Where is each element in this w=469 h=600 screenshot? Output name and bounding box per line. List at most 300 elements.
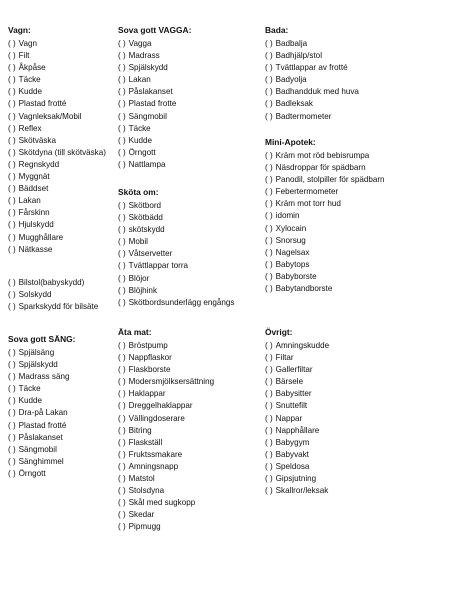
item-label: Bitring: [128, 425, 152, 435]
item-label: Blöjhink: [128, 285, 157, 295]
checkbox-marker: ( ): [8, 244, 16, 254]
item-list: [118, 340, 214, 534]
item-label: Vagga: [128, 39, 152, 48]
section-mini-apotek: [265, 137, 385, 295]
checkbox-marker: ( ): [8, 348, 16, 357]
checkbox-marker: ( ): [118, 341, 126, 350]
checklist-item: [265, 425, 329, 437]
section-ata-mat: [118, 327, 214, 534]
checklist-item: [8, 456, 75, 468]
item-label: Febertermometer: [275, 187, 339, 197]
checklist-item: [8, 407, 75, 419]
section-title: Sova gott SÄNG:: [8, 334, 76, 344]
checklist-item: [8, 219, 106, 231]
checkbox-marker: ( ): [265, 247, 273, 257]
item-label: Vällingdoserare: [128, 413, 185, 423]
checklist-item: [265, 376, 329, 388]
item-label: Täcke: [18, 75, 41, 85]
checkbox-marker: ( ): [8, 232, 16, 242]
checkbox-marker: ( ): [265, 341, 273, 350]
checkbox-marker: ( ): [8, 135, 16, 145]
item-label: Filtar: [275, 353, 294, 363]
item-label: Örngott: [128, 147, 156, 157]
checkbox-marker: ( ): [118, 63, 126, 73]
checkbox-marker: ( ): [118, 474, 126, 484]
item-label: idomin: [275, 211, 300, 221]
checklist-item: [118, 473, 214, 485]
item-label: Nattlampa: [128, 159, 166, 169]
item-label: Xylocain: [275, 223, 307, 233]
checklist-item: [8, 98, 106, 110]
item-label: Speldosa: [275, 461, 310, 471]
checkbox-marker: ( ): [118, 51, 126, 61]
item-label: Tvättlappar torra: [128, 261, 189, 271]
section-sova-vagga: [118, 25, 191, 171]
checklist-item: [8, 38, 106, 50]
checkbox-marker: ( ): [118, 123, 126, 133]
checklist-item: [8, 207, 106, 219]
checklist-item: [265, 174, 385, 186]
checklist-item: [8, 171, 106, 183]
item-label: Pipmugg: [128, 522, 161, 532]
section-title: Sköta om:: [118, 187, 159, 197]
checklist-item: [118, 400, 214, 412]
item-label: Sängmobil: [128, 111, 167, 121]
checklist-item: [118, 340, 214, 352]
item-label: Stolsdyna: [128, 486, 165, 496]
checkbox-marker: ( ): [8, 290, 16, 300]
checkbox-marker: ( ): [8, 184, 16, 194]
checklist-item: [118, 62, 191, 74]
checklist-item: [118, 86, 191, 98]
item-label: Badyolja: [275, 75, 307, 85]
checklist-item: [118, 297, 234, 309]
checklist-item: [118, 273, 234, 285]
checkbox-marker: ( ): [8, 208, 16, 218]
checklist-item: [8, 289, 98, 301]
checkbox-marker: ( ): [118, 213, 126, 223]
item-label: Nätkasse: [18, 244, 53, 254]
item-label: Sänghimmel: [18, 456, 64, 466]
checkbox-marker: ( ): [118, 413, 126, 423]
checklist-item: [8, 147, 106, 159]
item-list: [265, 340, 329, 497]
item-label: Skötväska: [18, 135, 56, 145]
checklist-item: [118, 437, 214, 449]
checkbox-marker: ( ): [118, 486, 126, 496]
checklist-item: [8, 74, 106, 86]
checkbox-marker: ( ): [265, 389, 273, 399]
section-ovrigt: [265, 327, 329, 497]
item-label: Täcke: [18, 384, 41, 394]
checklist-item: [118, 212, 234, 224]
checklist-item: [265, 247, 385, 259]
item-list: [118, 200, 234, 309]
checklist-item: [265, 437, 329, 449]
checkbox-marker: ( ): [118, 522, 126, 532]
checklist-item: [8, 111, 106, 123]
checkbox-marker: ( ): [8, 123, 16, 133]
checklist-item: [118, 260, 234, 272]
item-label: Sängmobil: [18, 444, 57, 454]
checkbox-marker: ( ): [8, 196, 16, 206]
checkbox-marker: ( ): [8, 51, 16, 61]
checklist-item: [265, 364, 329, 376]
checkbox-marker: ( ): [265, 99, 273, 109]
checkbox-marker: ( ): [118, 401, 126, 411]
item-label: skötskydd: [128, 225, 165, 235]
checklist-item: [8, 383, 75, 395]
item-label: Plastad frotté: [18, 420, 67, 430]
checkbox-marker: ( ): [8, 111, 16, 121]
checklist-item: [8, 444, 75, 456]
item-label: Babysitter: [275, 389, 312, 399]
item-label: Modersmjölksersättning: [128, 377, 215, 387]
checkbox-marker: ( ): [8, 220, 16, 230]
checkbox-marker: ( ): [118, 159, 126, 169]
item-label: Mobil: [128, 237, 148, 247]
checklist-item: [8, 301, 98, 313]
item-label: Badhjälp/stol: [275, 51, 322, 61]
item-label: Babytops: [275, 259, 310, 269]
item-label: Skallror/leksak: [275, 486, 329, 496]
checkbox-marker: ( ): [8, 87, 16, 97]
checkbox-marker: ( ): [118, 99, 126, 109]
item-label: Madrass säng: [18, 372, 70, 382]
item-label: Näsdroppar för spädbarn: [275, 163, 366, 173]
item-label: Badbalja: [275, 39, 308, 48]
checklist-item: [118, 200, 234, 212]
checklist-item: [8, 371, 75, 383]
item-label: Bäddset: [18, 184, 49, 194]
item-label: Badtermometer: [275, 111, 332, 121]
item-label: Åkpåse: [18, 63, 46, 73]
item-list: [8, 277, 98, 313]
item-label: Snorsug: [275, 235, 306, 245]
checkbox-marker: ( ): [265, 425, 273, 435]
item-label: Kudde: [128, 135, 153, 145]
checklist-item: [265, 62, 359, 74]
item-label: Lakan: [18, 196, 41, 206]
checklist-item: [118, 352, 214, 364]
checkbox-marker: ( ): [118, 249, 126, 259]
checklist-item: [8, 244, 106, 256]
checkbox-marker: ( ): [265, 259, 273, 269]
checkbox-marker: ( ): [265, 377, 273, 387]
checklist-item: [118, 236, 234, 248]
item-label: Nagelsax: [275, 247, 310, 257]
item-label: Skedar: [128, 510, 155, 520]
checkbox-marker: ( ): [118, 498, 126, 508]
checklist-item: [265, 210, 385, 222]
checkbox-marker: ( ): [118, 87, 126, 97]
checklist-item: [8, 468, 75, 480]
checklist-item: [8, 420, 75, 432]
item-label: Badhandduk med huva: [275, 87, 359, 97]
item-label: Tvättlappar av frotté: [275, 63, 348, 73]
checklist-item: [8, 432, 75, 444]
item-label: Babygym: [275, 437, 310, 447]
item-label: Kräm mot torr hud: [275, 199, 341, 209]
checkbox-marker: ( ): [8, 159, 16, 169]
checklist-item: [118, 364, 214, 376]
checklist-item: [265, 283, 385, 295]
checkbox-marker: ( ): [118, 510, 126, 520]
checkbox-marker: ( ): [265, 175, 273, 185]
item-label: Filt: [18, 51, 30, 61]
checkbox-marker: ( ): [118, 437, 126, 447]
section-skota: [118, 187, 234, 309]
item-label: Dreggelhaklappar: [128, 401, 193, 411]
checklist-item: [265, 98, 359, 110]
item-label: Kudde: [18, 396, 43, 406]
checkbox-marker: ( ): [265, 437, 273, 447]
checklist-item: [8, 183, 106, 195]
checkbox-marker: ( ): [8, 99, 16, 109]
checkbox-marker: ( ): [8, 39, 16, 48]
checkbox-marker: ( ): [118, 111, 126, 121]
checklist-item: [8, 135, 106, 147]
checkbox-marker: ( ): [118, 75, 126, 85]
checkbox-marker: ( ): [8, 444, 16, 454]
checklist-item: [265, 198, 385, 210]
checkbox-marker: ( ): [8, 432, 16, 442]
item-label: Kräm mot röd bebisrumpa: [275, 151, 370, 160]
checkbox-marker: ( ): [265, 63, 273, 73]
checklist-item: [265, 150, 385, 162]
item-label: Babytandborste: [275, 284, 333, 294]
item-label: Nappar: [275, 413, 303, 423]
checklist-item: [118, 485, 214, 497]
checkbox-marker: ( ): [8, 147, 16, 157]
checklist-item: [8, 347, 75, 359]
checklist-item: [265, 400, 329, 412]
checklist-item: [265, 50, 359, 62]
checkbox-marker: ( ): [8, 396, 16, 406]
item-label: Plastad frotté: [18, 99, 67, 109]
checklist-item: [265, 473, 329, 485]
section-vagn-extra: [8, 277, 98, 313]
checkbox-marker: ( ): [118, 135, 126, 145]
checkbox-marker: ( ): [8, 172, 16, 182]
checkbox-marker: ( ): [8, 420, 16, 430]
checkbox-marker: ( ): [265, 486, 273, 496]
item-label: Amningsnapp: [128, 461, 179, 471]
checkbox-marker: ( ): [265, 353, 273, 363]
checklist-item: [8, 395, 75, 407]
checklist-item: [118, 159, 191, 171]
item-label: Påslakanset: [18, 432, 63, 442]
checklist-item: [265, 449, 329, 461]
checklist-item: [265, 259, 385, 271]
checklist-item: [265, 485, 329, 497]
checkbox-marker: ( ): [118, 225, 126, 235]
item-label: Bröstpump: [128, 341, 168, 350]
item-label: Mugghållare: [18, 232, 64, 242]
item-label: Bilstol(babyskydd): [18, 278, 85, 287]
checkbox-marker: ( ): [118, 39, 126, 48]
checkbox-marker: ( ): [118, 389, 126, 399]
checkbox-marker: ( ): [118, 285, 126, 295]
section-title: Sova gott VAGGA:: [118, 25, 192, 35]
item-label: Flaskborste: [128, 365, 171, 375]
checklist-item: [118, 50, 191, 62]
checkbox-marker: ( ): [8, 360, 16, 370]
checkbox-marker: ( ): [118, 273, 126, 283]
checklist-item: [265, 388, 329, 400]
checkbox-marker: ( ): [118, 297, 126, 307]
item-label: Napphållare: [275, 425, 320, 435]
checklist-item: [8, 62, 106, 74]
checkbox-marker: ( ): [118, 353, 126, 363]
checkbox-marker: ( ): [118, 449, 126, 459]
item-label: Örngott: [18, 468, 46, 478]
checklist-item: [265, 86, 359, 98]
checklist-item: [118, 248, 234, 260]
checklist-item: [118, 413, 214, 425]
section-bada: [265, 25, 359, 123]
checklist-item: [118, 376, 214, 388]
checklist-item: [8, 50, 106, 62]
checkbox-marker: ( ): [265, 365, 273, 375]
checklist-item: [8, 195, 106, 207]
checklist-item: [265, 461, 329, 473]
item-label: Babyvakt: [275, 449, 309, 459]
checkbox-marker: ( ): [265, 461, 273, 471]
checklist-item: [118, 461, 214, 473]
checkbox-marker: ( ): [265, 449, 273, 459]
checkbox-marker: ( ): [265, 199, 273, 209]
checklist-item: [8, 359, 75, 371]
section-title: Vagn:: [8, 25, 31, 35]
item-label: Skötdyna (till skötväska): [18, 147, 106, 157]
checkbox-marker: ( ): [265, 284, 273, 294]
item-label: Dra-på Lakan: [18, 408, 68, 418]
item-label: Spjälskydd: [128, 63, 168, 73]
item-label: Solskydd: [18, 290, 52, 300]
checklist-item: [265, 111, 359, 123]
item-label: Amningskudde: [275, 341, 330, 350]
item-label: Fårskinn: [18, 208, 50, 218]
checkbox-marker: ( ): [265, 187, 273, 197]
item-label: Lakan: [128, 75, 151, 85]
item-label: Sparkskydd för bilsäte: [18, 302, 99, 312]
section-title: Äta mat:: [118, 327, 152, 337]
checklist-item: [118, 38, 191, 50]
checklist-item: [265, 186, 385, 198]
item-label: Panodil, stolpiller för spädbarn: [275, 175, 385, 185]
checkbox-marker: ( ): [265, 75, 273, 85]
checklist-item: [8, 86, 106, 98]
checkbox-marker: ( ): [118, 425, 126, 435]
checkbox-marker: ( ): [265, 111, 273, 121]
checklist-item: [265, 38, 359, 50]
item-label: Skötbord: [128, 201, 162, 210]
checklist-item: [265, 74, 359, 86]
checkbox-marker: ( ): [8, 75, 16, 85]
checklist-item: [8, 277, 98, 289]
section-vagn: [8, 25, 106, 256]
section-title: Mini-Apotek:: [265, 137, 316, 147]
checkbox-marker: ( ): [118, 365, 126, 375]
checkbox-marker: ( ): [265, 39, 273, 48]
item-label: Badleksak: [275, 99, 313, 109]
item-label: Babyborste: [275, 271, 317, 281]
item-label: Våtservetter: [128, 249, 173, 259]
checklist-item: [265, 340, 329, 352]
checkbox-marker: ( ): [8, 468, 16, 478]
item-label: Gallerfiltar: [275, 365, 313, 375]
checkbox-marker: ( ): [118, 201, 126, 210]
item-label: Kudde: [18, 87, 43, 97]
checkbox-marker: ( ): [265, 401, 273, 411]
item-label: Madrass: [128, 51, 160, 61]
checklist-item: [265, 413, 329, 425]
item-label: Myggnät: [18, 172, 50, 182]
item-label: Flaskställ: [128, 437, 163, 447]
checklist-item: [118, 285, 234, 297]
item-label: Matstol: [128, 474, 155, 484]
item-label: Spjälskydd: [18, 360, 58, 370]
item-label: Spjälsäng: [18, 348, 55, 357]
item-list: [265, 150, 385, 295]
checklist-item: [118, 224, 234, 236]
item-label: Gipsjutning: [275, 474, 317, 484]
checkbox-marker: ( ): [265, 223, 273, 233]
item-label: Plastad frotte: [128, 99, 177, 109]
checkbox-marker: ( ): [8, 456, 16, 466]
checkbox-marker: ( ): [265, 474, 273, 484]
item-label: Fruktssmakare: [128, 449, 183, 459]
checklist-item: [118, 449, 214, 461]
checkbox-marker: ( ): [8, 302, 16, 312]
checkbox-marker: ( ): [8, 384, 16, 394]
checklist-item: [118, 147, 191, 159]
checkbox-marker: ( ): [265, 51, 273, 61]
checklist-item: [118, 521, 214, 533]
checkbox-marker: ( ): [118, 377, 126, 387]
item-label: Reflex: [18, 123, 42, 133]
section-sova-sang: [8, 334, 75, 480]
checklist-item: [118, 497, 214, 509]
item-label: Regnskydd: [18, 159, 60, 169]
checklist-item: [265, 162, 385, 174]
checklist-item: [118, 425, 214, 437]
checkbox-marker: ( ): [265, 163, 273, 173]
item-label: Vagnleksak/Mobil: [18, 111, 82, 121]
item-list: [118, 38, 191, 171]
item-label: Nappflaskor: [128, 353, 172, 363]
section-title: Bada:: [265, 25, 289, 35]
checklist-item: [8, 159, 106, 171]
item-label: Haklappar: [128, 389, 166, 399]
checkbox-marker: ( ): [8, 63, 16, 73]
checklist-item: [118, 135, 191, 147]
checkbox-marker: ( ): [8, 372, 16, 382]
checklist-item: [118, 74, 191, 86]
checkbox-marker: ( ): [118, 461, 126, 471]
checklist-item: [265, 223, 385, 235]
item-label: Täcke: [128, 123, 151, 133]
checkbox-marker: ( ): [265, 413, 273, 423]
item-label: Vagn: [18, 39, 37, 48]
item-label: Skål med sugkopp: [128, 498, 196, 508]
checkbox-marker: ( ): [118, 237, 126, 247]
item-label: Snuttefilt: [275, 401, 308, 411]
checkbox-marker: ( ): [265, 235, 273, 245]
item-list: [265, 38, 359, 123]
item-label: Skötbordsunderlägg engångs: [128, 297, 235, 307]
